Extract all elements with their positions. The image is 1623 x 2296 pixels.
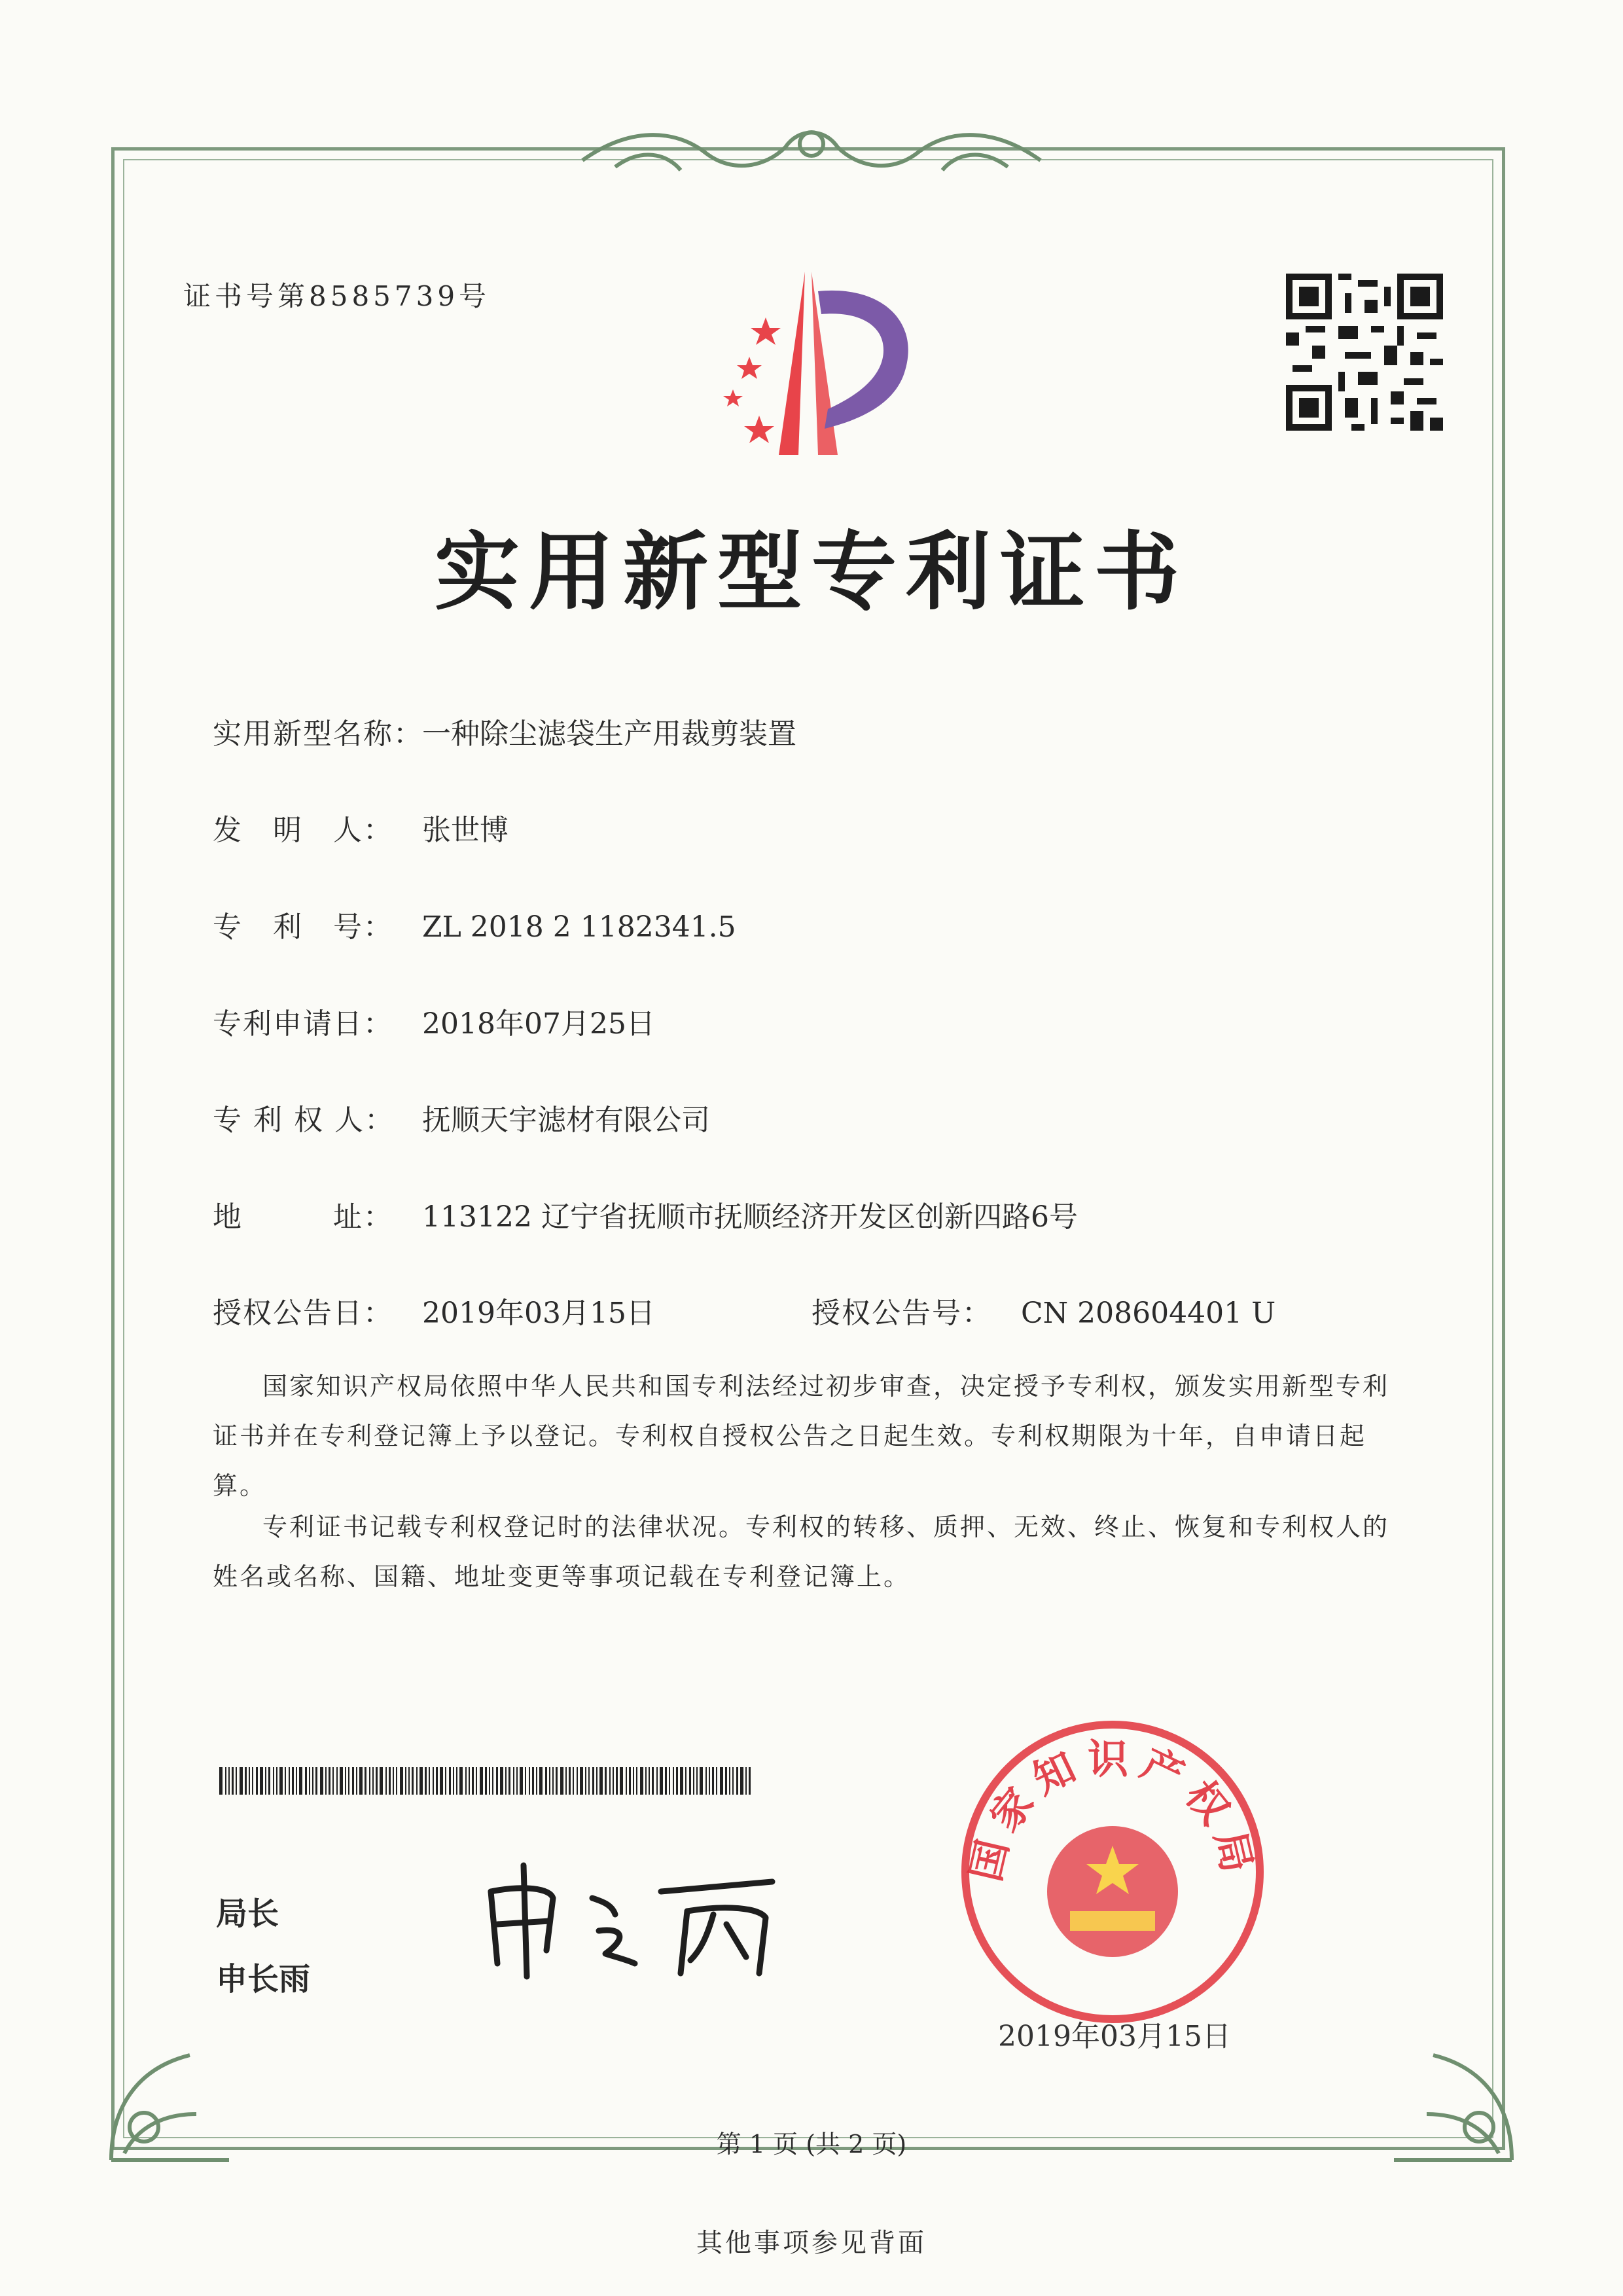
field-patentee — [213, 1096, 710, 1138]
field-application-date — [213, 1000, 655, 1042]
certificate-number: 证书号第8585739号 — [183, 280, 491, 312]
field-label: 发 明 人： — [213, 814, 393, 847]
field-value: ZL 2018 2 1182341.5 — [422, 910, 736, 944]
field-address — [213, 1193, 1078, 1235]
paragraph-legal-status: 专利证书记载专利权登记时的法律状况。专利权的转移、质押、无效、终止、恢复和专利权人的姓名或名称、国籍、地址变更等事项记载在专利登记簿上。 — [213, 1513, 1390, 1591]
field-label: 专利申请日： — [213, 1007, 393, 1041]
field-value: 一种除尘滤袋生产用裁剪装置 — [422, 717, 796, 751]
signature-icon — [471, 1852, 812, 1983]
official-seal-icon — [955, 1715, 1270, 2029]
field-announcement-number — [812, 1289, 1275, 1331]
field-grant-date — [213, 1289, 655, 1331]
field-label: 专 利 号： — [213, 910, 393, 944]
barcode-icon — [219, 1767, 756, 1795]
field-value: 抚顺天宇滤材有限公司 — [422, 1103, 710, 1137]
top-ornament — [576, 115, 1047, 187]
seal-date: 2019年03月15日 — [998, 2020, 1231, 2053]
director-title: 局长 — [216, 1895, 279, 1932]
certificate-title: 实用新型专利证书 — [434, 522, 1188, 622]
seal-text: 国家知识产权局 — [961, 1735, 1264, 1886]
field-value: 2019年03月15日 — [422, 1297, 655, 1330]
field-label: 地 址： — [213, 1200, 393, 1234]
field-value: 2018年07月25日 — [422, 1007, 655, 1041]
field-label: 实用新型名称： — [213, 717, 423, 751]
field-inventor — [213, 806, 508, 848]
page-number: 第 1 页 (共 2 页) — [716, 2130, 907, 2159]
field-value: CN 208604401 U — [1021, 1297, 1276, 1330]
field-patent-number — [213, 903, 736, 945]
field-label: 授权公告日： — [213, 1297, 393, 1330]
field-value: 张世博 — [422, 814, 508, 847]
footer-note: 其他事项参见背面 — [696, 2228, 927, 2258]
field-label: 授权公告号： — [812, 1297, 992, 1330]
paragraph-grant-statement: 国家知识产权局依照中华人民共和国专利法经过初步审查，决定授予专利权，颁发实用新型专利证书并在专利登记簿上予以登记。专利权自授权公告之日起生效。专利权期限为十年，自申请日起算。 — [213, 1372, 1390, 1500]
qr-code-icon — [1286, 274, 1443, 431]
field-label: 专 利 权 人： — [213, 1103, 395, 1137]
patent-office-emblem-icon — [687, 265, 936, 461]
director-name: 申长雨 — [216, 1961, 311, 1998]
field-utility-model-name — [213, 710, 796, 752]
field-value: 113122 辽宁省抚顺市抚顺经济开发区创新四路6号 — [422, 1200, 1078, 1234]
